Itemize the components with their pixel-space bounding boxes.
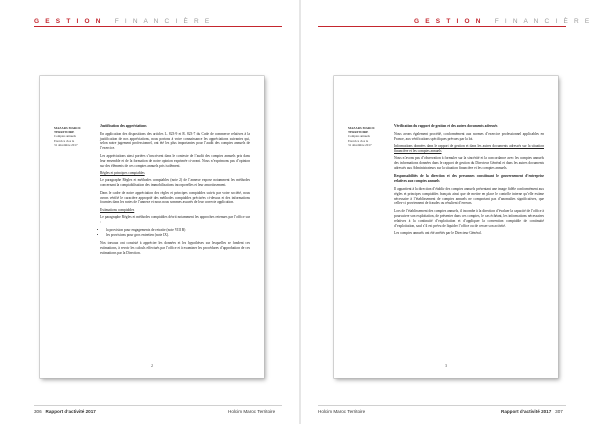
running-head-strong: G E S T I O N xyxy=(34,18,103,25)
section-subheading: Estimations comptables xyxy=(100,208,135,213)
running-head-strong: G E S T I O N xyxy=(414,18,483,25)
paragraph: Dans le cadre de notre appréciation des règles et principes comptables suivis par votre société, nous avons vérifié le caractère approprié des méthodes comptables précisées ci-dessus et des informations fournies dans les notes de l’annexe et nous nous sommes assurés de leur correcte application. xyxy=(100,190,250,205)
paragraph: Les appréciations ainsi portées s’inscrivent dans le contexte de l’audit des comptes annuels pris dans leur ensemble et de la formation de notre opinion exprimée ci-avant. Nous n’exprimons pas d’opinion sur des éléments de ces comptes annuels pris isolément. xyxy=(100,153,250,168)
footer-group-right: Holcim Maroc Territoire xyxy=(318,409,366,414)
letter-heading: Vérification du rapport de gestion et des autres documents adressés xyxy=(394,124,498,128)
sidebar-line: 31 décembre 2017 xyxy=(54,142,78,147)
footer-rule-right xyxy=(318,405,566,406)
letter-content xyxy=(394,124,544,239)
report-title: Rapport d’activité 2017 xyxy=(501,409,552,414)
paragraph: Nous n’avons pas d’observation à formuler sur la sincérité et la concordance avec les comptes annuels des informations données dans le rapport de gestion du Directeur Général et dans les autres documents adressés aux Administrateurs sur la situation financière et les comptes annuels. xyxy=(394,155,544,170)
report-title: Rapport d’activité 2017 xyxy=(45,409,96,414)
sidebar-line: Comptes annuels xyxy=(54,134,76,139)
footer-rule-left xyxy=(34,405,282,406)
firm-name: MAZARS MAROC xyxy=(348,126,376,130)
sidebar-line: 31 décembre 2017 xyxy=(348,142,372,147)
letter-content xyxy=(100,124,250,259)
footer-right xyxy=(501,409,563,414)
paragraph: Le paragraphe Règles et méthodes comptables (note 2) de l’annexe expose notamment les méthodes concernant la comptabilisation des immobilisations incorporelles et leur amortissement. xyxy=(100,178,250,187)
letter-heading: Justification des appréciations xyxy=(100,124,147,128)
page-number: 307 xyxy=(555,409,563,414)
list-item: • les provisions pour gros entretien (note IX). xyxy=(106,233,250,238)
sidebar-line: TERRITOIRE xyxy=(54,130,75,135)
paragraph: Nous avons également procédé, conformément aux normes d’exercice professionnel applicables en France, aux vérifications spécifiques prévues par la loi. xyxy=(394,131,544,141)
paragraph: Le paragraphe Règles et méthodes comptables décrit notamment les approches retenues par l’office sur : xyxy=(100,214,250,224)
running-head-left xyxy=(34,18,211,25)
firm-name: MAZARS MAROC xyxy=(54,126,82,130)
sidebar-line: TERRITOIRE xyxy=(348,130,369,135)
bullet-list xyxy=(106,228,250,239)
sidebar-line: Exercice clos le xyxy=(54,138,75,143)
paragraph: Il appartient à la direction d’établir des comptes annuels présentant une image fidèle conformément aux règles et principes comptables français ainsi que de mettre en place le contrôle interne qu’elle estime nécessaire à l’établissement de comptes annuels ne comportant pas d’anomalies significatives, que celles-ci proviennent de fraudes ou résultent d’erreurs. xyxy=(394,186,544,206)
sidebar-line: Comptes annuels xyxy=(348,134,370,139)
paragraph: Les comptes annuels ont été arrêtés par le Directeur Général. xyxy=(394,231,482,236)
footer-left xyxy=(34,409,96,414)
letter-sidebar xyxy=(54,126,94,147)
section-subheading: Règles et principes comptables xyxy=(100,171,145,176)
letter-page-number: 2 xyxy=(151,364,153,368)
paragraph: En application des dispositions des articles L. 823-9 et R. 823-7 du Code de commerce relatives à la justification de nos appréciations, nous portons à votre connaissance les appréciations suivantes qui, selon notre jugement professionnel, ont été les plus importantes pour l’audit des comptes annuels de l’exercice. xyxy=(100,131,250,151)
section-heading: Responsabilités de la direction et des personnes constituant le gouvernement d’entreprise relatives aux comptes annuels xyxy=(394,174,544,184)
sidebar-line: Exercice clos le xyxy=(348,138,369,143)
section-subheading: Informations données dans le rapport de gestion et dans les autres documents adressés sur la situation financière et les comptes annuels xyxy=(394,144,544,154)
scanned-page-right xyxy=(334,76,558,378)
header-rule-left xyxy=(34,26,282,27)
paragraph: Lors de l’établissement des comptes annuels, il incombe à la direction d’évaluer la capacité de l’office à poursuivre son exploitation, de présenter dans ces comptes, le cas échéant, les informations nécessaires relatives à la continuité d’exploitation et d’appliquer la convention comptable de continuité d’exploitation, sauf s’il est prévu de liquider l’office ou de cesser son activité. xyxy=(394,209,544,228)
list-item: • la provision pour engagements de retraite (note VIII B) xyxy=(106,228,250,233)
footer-group-left: Holcim Maroc Territoire xyxy=(228,409,276,414)
running-head-light: F I N A N C I È R E xyxy=(494,18,592,25)
paragraph: Nos travaux ont consisté à apprécier les données et les hypothèses sur lesquelles se fondent ces estimations, à revoir les calculs effectués par l’office et à examiner les procédures d’approbation de ces estimations par la Direction. xyxy=(100,241,250,255)
running-head-right xyxy=(414,18,591,25)
letter-page-number: 3 xyxy=(445,364,447,368)
scanned-page-left xyxy=(40,76,264,378)
page-gutter xyxy=(299,0,301,424)
page-number: 306 xyxy=(34,409,42,414)
letter-sidebar xyxy=(348,126,388,147)
header-rule-right xyxy=(318,26,566,27)
running-head-light: F I N A N C I È R E xyxy=(114,18,212,25)
